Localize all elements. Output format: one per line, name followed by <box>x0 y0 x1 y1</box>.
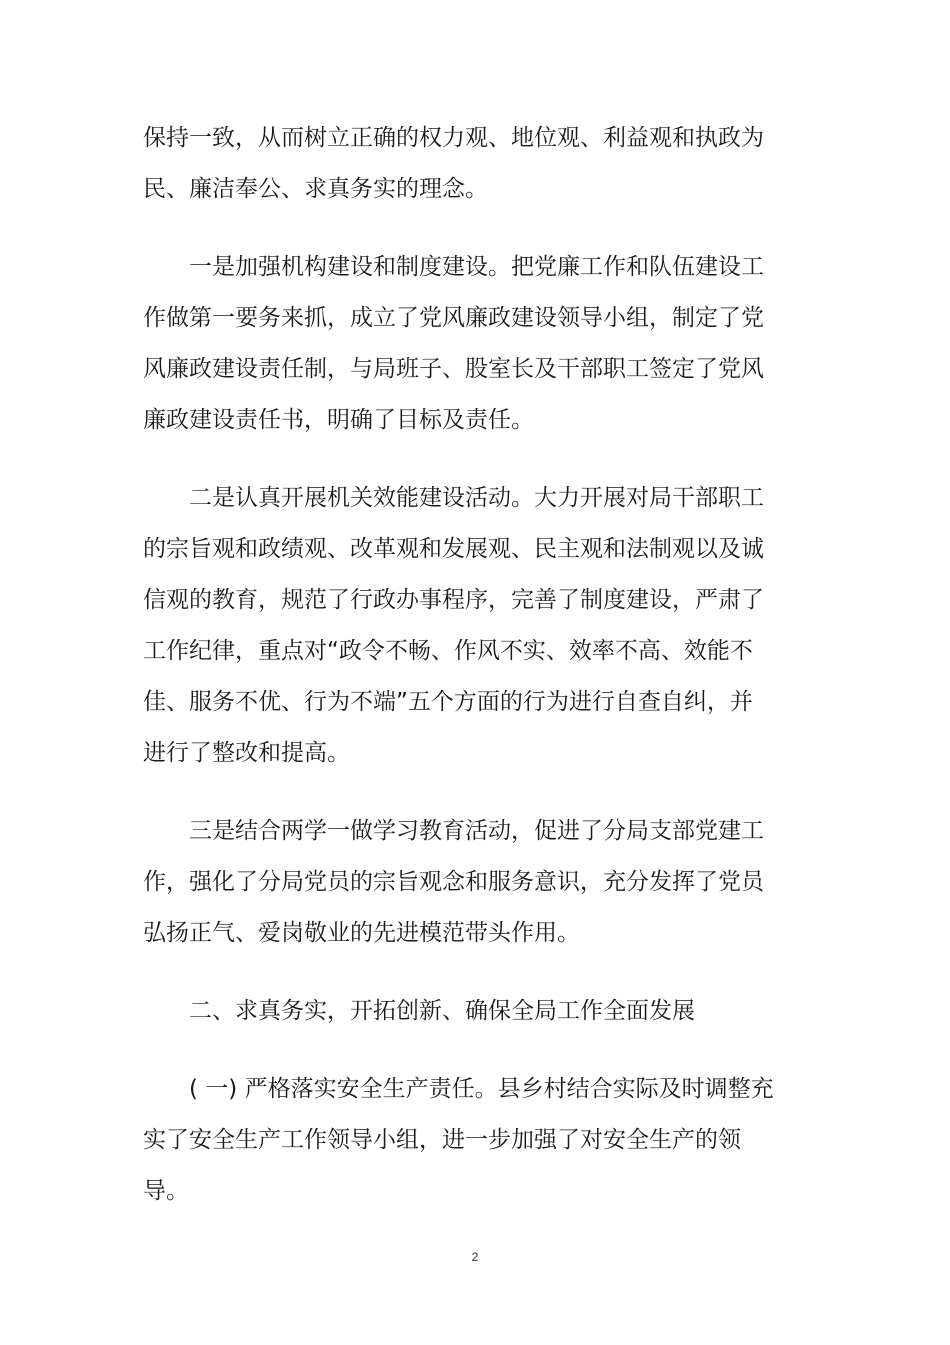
paragraph-line: 二是认真开展机关效能建设活动。大力开展对局干部职工 <box>189 485 764 511</box>
paragraph-line: 一是加强机构建设和制度建设。把党廉工作和队伍建设工 <box>189 254 764 280</box>
paragraph-6 <box>143 1064 774 1217</box>
section-heading-text: 二、求真务实，开拓创新、确保全局工作全面发展 <box>189 998 695 1024</box>
document-body <box>143 113 774 1217</box>
paragraph-line: 信观的教育，规范了行政办事程序，完善了制度建设，严肃了 <box>143 587 764 613</box>
paragraph-line: 的宗旨观和政绩观、改革观和发展观、民主观和法制观以及诚 <box>143 536 764 562</box>
paragraph-line: 廉政建设责任书，明确了目标及责任。 <box>143 407 534 433</box>
paragraph-line: 作，强化了分局党员的宗旨观念和服务意识，充分发挥了党员 <box>143 869 764 895</box>
paragraph-line: 三是结合两学一做学习教育活动，促进了分局支部党建工 <box>189 818 764 844</box>
section-heading <box>143 986 743 1037</box>
paragraph-line: 弘扬正气、爱岗敬业的先进模范带头作用。 <box>143 920 580 946</box>
paragraph-line: 工作纪律，重点对“政令不畅、作风不实、效率不高、效能不 <box>143 638 753 664</box>
paragraph-4 <box>143 806 764 959</box>
paragraph-line: 进行了整改和提高。 <box>143 740 350 766</box>
paragraph-line: 保持一致，从而树立正确的权力观、地位观、利益观和执政为 <box>143 125 764 151</box>
paragraph-line: ( 一) 严格落实安全生产责任。县乡村结合实际及时调整充 <box>189 1076 774 1102</box>
paragraph-line: 实了安全生产工作领导小组，进一步加强了对安全生产的领 <box>143 1127 741 1153</box>
paragraph-line: 作做第一要务来抓，成立了党风廉政建设领导小组，制定了党 <box>143 305 764 331</box>
paragraph-line: 导。 <box>143 1178 189 1204</box>
page-number: 2 <box>471 1250 479 1264</box>
paragraph-3 <box>143 473 764 779</box>
paragraph-line: 佳、服务不优、行为不端”五个方面的行为进行自查自纠，并 <box>143 689 753 715</box>
paragraph-1 <box>143 113 764 215</box>
paragraph-line: 民、廉洁奉公、求真务实的理念。 <box>143 176 488 202</box>
paragraph-line: 风廉政建设责任制，与局班子、股室长及干部职工签定了党风 <box>143 356 764 382</box>
paragraph-2 <box>143 242 764 446</box>
